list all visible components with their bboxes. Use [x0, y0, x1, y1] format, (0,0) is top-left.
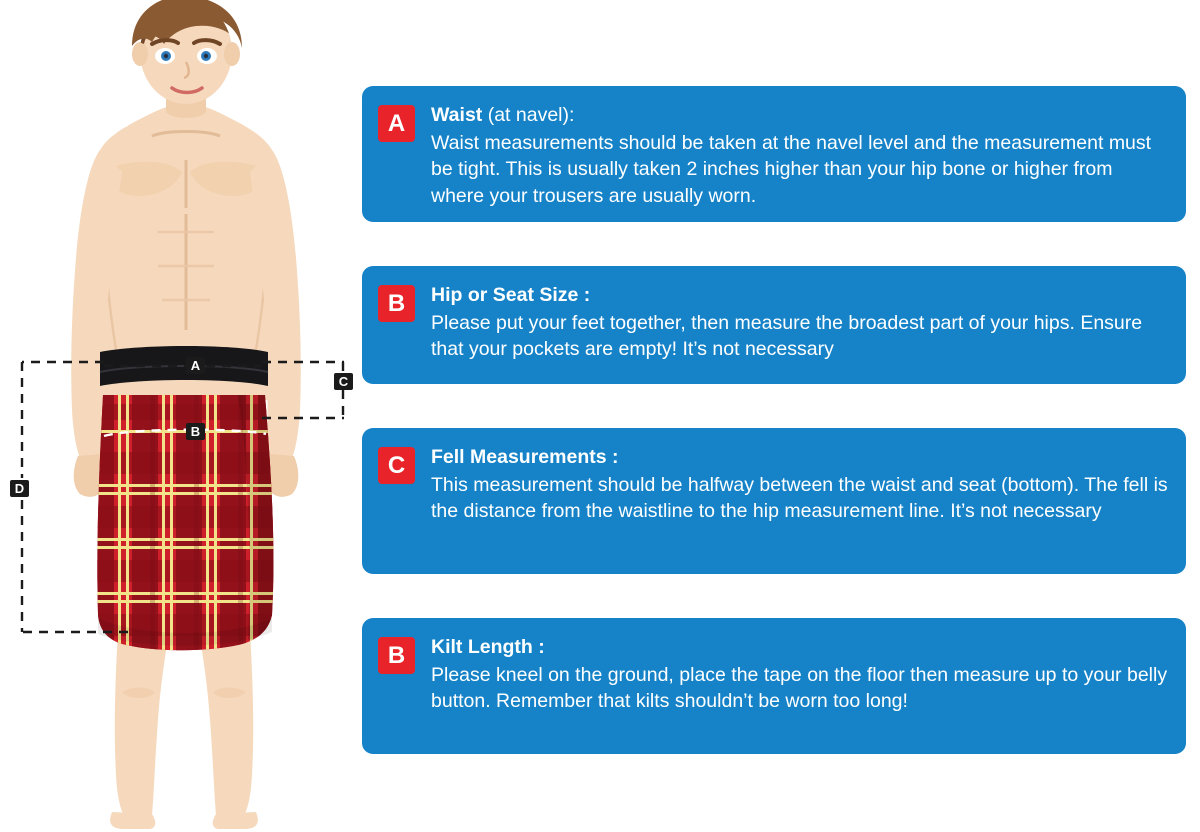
instruction-card-hip	[362, 266, 1186, 384]
card-text-hip: Please put your feet together, then measure the broadest part of your hips. Ensure that your pockets are empty! It’s not necessary	[431, 311, 1143, 360]
instruction-card-fell	[362, 428, 1186, 574]
figure-panel	[0, 0, 360, 832]
marker-d: D	[10, 480, 29, 497]
card-body-hip	[431, 282, 1168, 363]
card-badge-a: A	[378, 105, 415, 142]
card-title-waist: Waist	[431, 104, 483, 126]
head	[132, 0, 242, 104]
instruction-card-waist	[362, 86, 1186, 222]
card-text-fell: This measurement should be halfway between the waist and seat (bottom). The fell is the distance from the waistline to the hip measurement line. It’s not necessary	[431, 473, 1168, 522]
instruction-card-kilt-length	[362, 618, 1186, 754]
marker-c: C	[334, 373, 353, 390]
marker-a: A	[186, 357, 205, 374]
marker-b: B	[186, 423, 205, 440]
card-title-fell: Fell Measurements :	[431, 446, 619, 468]
card-title-suffix-waist: (at navel):	[482, 104, 575, 126]
card-title-kilt-length: Kilt Length :	[431, 636, 545, 658]
card-body-kilt-length	[431, 634, 1168, 715]
card-body-fell	[431, 444, 1168, 525]
instruction-cards	[362, 0, 1200, 832]
card-badge-d: B	[378, 637, 415, 674]
card-text-kilt-length: Please kneel on the ground, place the tape on the floor then measure up to your belly button. Remember that kilts shouldn’t be worn too long!	[431, 663, 1168, 712]
card-badge-b: B	[378, 285, 415, 322]
male-figure-illustration	[0, 0, 360, 832]
card-text-waist: Waist measurements should be taken at the navel level and the measurement must be tight. This is usually taken 2 inches higher than your hip bone or higher from where your trousers are usually worn.	[431, 131, 1152, 207]
card-body-waist	[431, 102, 1168, 209]
card-title-hip: Hip or Seat Size :	[431, 284, 591, 306]
card-badge-c: C	[378, 447, 415, 484]
